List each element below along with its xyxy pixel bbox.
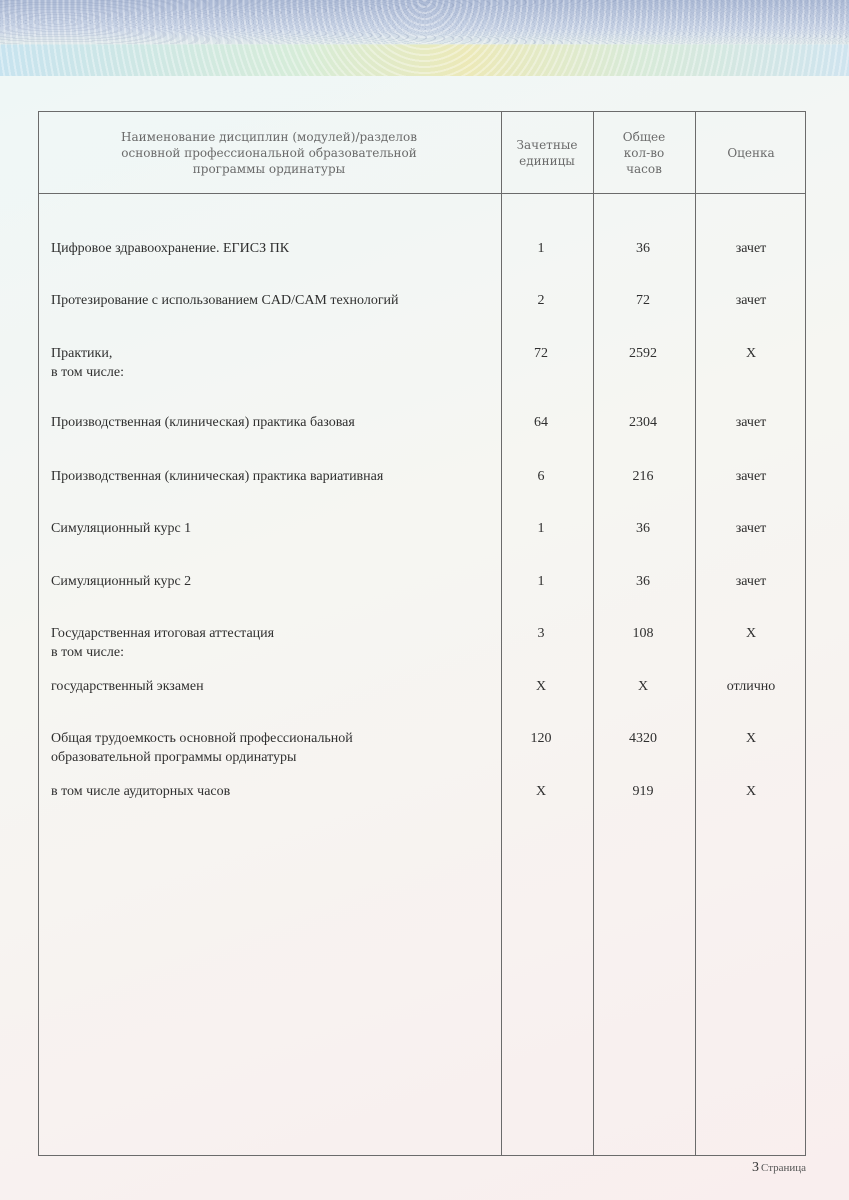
grade-value: X — [745, 784, 757, 799]
header-hours: Общее кол-во часов — [622, 129, 666, 176]
disciplines-table — [38, 111, 806, 1156]
units-value: 3 — [537, 626, 545, 641]
ornament-pattern — [0, 0, 849, 44]
grade-value: X — [745, 731, 757, 746]
units-value: 1 — [537, 241, 545, 256]
discipline-name: Производственная (клиническая) практика вариативная — [51, 469, 384, 484]
grade-value: X — [745, 346, 757, 361]
discipline-name: Симуляционный курс 1 — [51, 521, 192, 536]
grade-value: зачет — [735, 521, 767, 536]
table-row — [39, 468, 805, 508]
hours-value: 36 — [636, 521, 650, 536]
grade-value: X — [745, 626, 757, 641]
units-value: 1 — [537, 521, 545, 536]
header-units: Зачетные единицы — [516, 137, 578, 168]
hours-value: 36 — [636, 241, 650, 256]
table-row — [39, 414, 805, 454]
hours-value: 108 — [632, 626, 654, 641]
grade-value: зачет — [735, 293, 767, 308]
hours-value: 2592 — [629, 346, 657, 361]
units-value: X — [535, 679, 547, 694]
header-discipline: Наименование дисциплин (модулей)/разделов основной профессиональной образовательной программы ординатуры — [121, 129, 417, 176]
table-row — [39, 520, 805, 560]
header-divider — [39, 193, 805, 194]
grade-value: отлично — [726, 679, 776, 694]
table-row — [39, 240, 805, 280]
hours-value: 4320 — [629, 731, 657, 746]
grade-value: зачет — [735, 574, 767, 589]
discipline-subline: в том числе: — [51, 365, 124, 380]
table-row — [39, 730, 805, 770]
discipline-name: Цифровое здравоохранение. ЕГИСЗ ПК — [51, 241, 290, 256]
hours-value: 72 — [636, 293, 650, 308]
decorative-header-band — [0, 0, 849, 76]
units-value: 6 — [537, 469, 545, 484]
grade-value: зачет — [735, 241, 767, 256]
discipline-name: Общая трудоемкость основной профессиональной — [51, 731, 353, 746]
discipline-subline: в том числе: — [51, 645, 124, 660]
grade-value: зачет — [735, 469, 767, 484]
table-row — [39, 625, 805, 665]
table-row — [39, 292, 805, 332]
header-grade: Оценка — [727, 145, 775, 160]
discipline-name: государственный экзамен — [51, 679, 204, 694]
discipline-name: в том числе аудиторных часов — [51, 784, 231, 799]
units-value: X — [535, 784, 547, 799]
units-value: 120 — [530, 731, 552, 746]
discipline-name: Государственная итоговая аттестация — [51, 626, 275, 641]
discipline-subline: образовательной программы ординатуры — [51, 750, 297, 765]
table-row — [39, 573, 805, 613]
page-number — [752, 1160, 806, 1176]
table-row — [39, 783, 805, 823]
grade-value: зачет — [735, 415, 767, 430]
hours-value: X — [637, 679, 649, 694]
discipline-name: Протезирование с использованием CAD/CAM технологий — [51, 293, 399, 308]
discipline-name: Практики, — [51, 346, 113, 361]
hours-value: 919 — [632, 784, 654, 799]
page-number-value: 3 — [752, 1160, 759, 1175]
hours-value: 36 — [636, 574, 650, 589]
table-row — [39, 678, 805, 718]
units-value: 72 — [534, 346, 548, 361]
discipline-name: Симуляционный курс 2 — [51, 574, 192, 589]
units-value: 64 — [534, 415, 548, 430]
units-value: 1 — [537, 574, 545, 589]
discipline-name: Производственная (клиническая) практика базовая — [51, 415, 355, 430]
hours-value: 2304 — [629, 415, 657, 430]
hours-value: 216 — [632, 469, 654, 484]
table-row — [39, 345, 805, 385]
page-label: Страница — [761, 1162, 807, 1174]
units-value: 2 — [537, 293, 545, 308]
